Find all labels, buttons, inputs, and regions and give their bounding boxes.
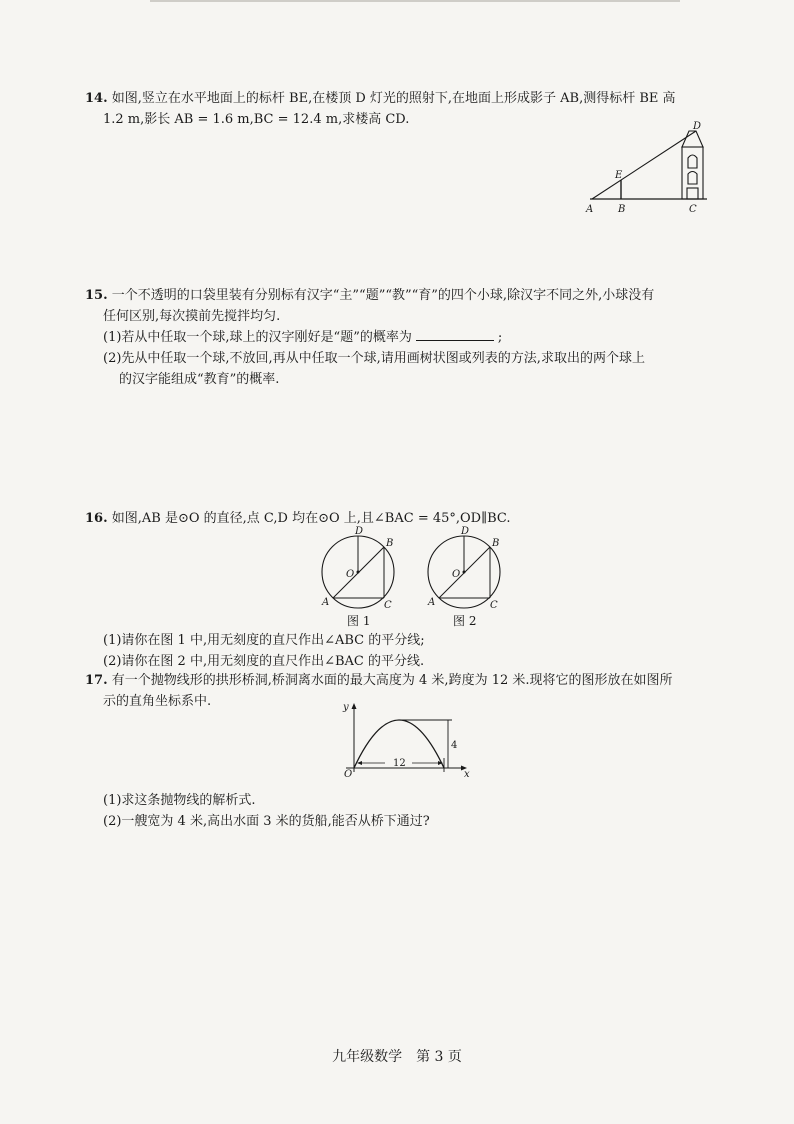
question-number: 15. bbox=[85, 288, 108, 303]
label-b: B bbox=[492, 538, 500, 549]
figure-building-shadow bbox=[585, 122, 715, 217]
label-d: D bbox=[693, 121, 702, 132]
question-16 bbox=[85, 508, 725, 529]
question-15-part-2-line-1: (2)先从中任取一个球,不放回,再从中任取一个球,请用画树状图或列表的方法,求取出的两个球上 bbox=[103, 351, 645, 366]
label-d: D bbox=[461, 526, 470, 537]
building bbox=[682, 131, 703, 199]
question-17-line-2: 示的直角坐标系中. bbox=[103, 694, 212, 709]
figure-circle-2 bbox=[424, 526, 504, 612]
question-15 bbox=[85, 285, 725, 390]
question-number: 14. bbox=[85, 91, 108, 106]
label-c: C bbox=[689, 204, 697, 215]
question-14-line-1: 14. 如图,竖立在水平地面上的标杆 BE,在楼顶 D 灯光的照射下,在地面上形成影子 AB,测得标杆 BE 高 bbox=[85, 91, 676, 106]
question-16-line-1: 16. 如图,AB 是⊙O 的直径,点 C,D 均在⊙O 上,且∠BAC = 45°,OD∥BC. bbox=[85, 511, 511, 526]
question-16-parts bbox=[85, 630, 725, 672]
label-c: C bbox=[384, 600, 392, 611]
question-15-part-1: (1)若从中任取一个球,球上的汉字刚好是“题”的概率为 ; bbox=[103, 330, 503, 345]
label-a: A bbox=[322, 597, 330, 608]
figure-1-caption: 图 1 bbox=[347, 614, 371, 628]
question-14-line-2: 1.2 m,影长 AB = 1.6 m,BC = 12.4 m,求楼高 CD. bbox=[103, 112, 410, 127]
question-17-line-1: 17. 有一个抛物线形的拱形桥洞,桥洞离水面的最大高度为 4 米,跨度为 12 米.现将它的图形放在如图所 bbox=[85, 673, 673, 688]
label-e: E bbox=[615, 170, 623, 181]
question-17-part-1: (1)求这条抛物线的解析式. bbox=[103, 793, 256, 808]
figure-parabola-bridge bbox=[340, 700, 475, 782]
label-o: O bbox=[344, 769, 353, 780]
question-15-line-2: 任何区别,每次摸前先搅拌均匀. bbox=[103, 309, 281, 324]
label-a: A bbox=[586, 204, 594, 215]
question-16-part-1: (1)请你在图 1 中,用无刻度的直尺作出∠ABC 的平分线; bbox=[103, 633, 425, 648]
figure-2-caption: 图 2 bbox=[453, 614, 477, 628]
question-16-part-2: (2)请你在图 2 中,用无刻度的直尺作出∠BAC 的平分线. bbox=[103, 654, 425, 669]
light-ray bbox=[592, 131, 696, 199]
label-o: O bbox=[346, 569, 355, 580]
label-span: 12 bbox=[393, 758, 406, 769]
question-17-part-2: (2)一艘宽为 4 米,高出水面 3 米的货船,能否从桥下通过? bbox=[103, 814, 430, 829]
label-y: y bbox=[343, 702, 349, 713]
question-17-parts bbox=[85, 790, 725, 832]
figure-circle-1 bbox=[318, 526, 398, 612]
label-height: 4 bbox=[451, 740, 458, 751]
label-d: D bbox=[355, 526, 364, 537]
label-x: x bbox=[464, 769, 470, 780]
answer-blank[interactable] bbox=[416, 328, 494, 341]
label-o: O bbox=[452, 569, 461, 580]
page-top-rule bbox=[150, 0, 680, 2]
question-number: 16. bbox=[85, 511, 108, 526]
page-footer: 九年级数学 第 3 页 bbox=[332, 1049, 462, 1065]
question-15-line-1: 15. 一个不透明的口袋里装有分别标有汉字“主”“题”“教”“育”的四个小球,除汉字不同之外,小球没有 bbox=[85, 288, 655, 303]
label-b: B bbox=[618, 204, 626, 215]
question-15-part-2-line-2: 的汉字能组成“教育”的概率. bbox=[119, 372, 280, 387]
label-a: A bbox=[428, 597, 436, 608]
question-number: 17. bbox=[85, 673, 108, 688]
label-b: B bbox=[386, 538, 394, 549]
label-c: C bbox=[490, 600, 498, 611]
